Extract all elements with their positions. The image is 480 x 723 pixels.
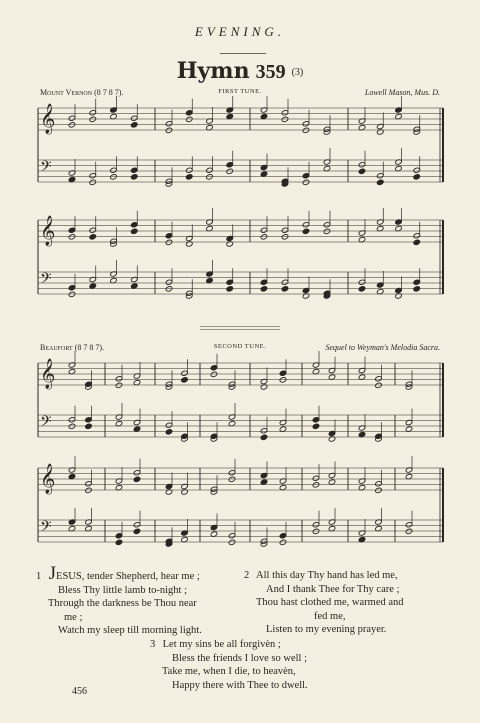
verse-line: 1 JESUS, tender Shepherd, hear me ; bbox=[36, 563, 200, 584]
note-head bbox=[130, 167, 138, 173]
note-head bbox=[312, 475, 320, 481]
tune-name: Mount Vernon (8 7 8 7). bbox=[40, 88, 124, 97]
treble-clef: 𝄞 bbox=[40, 359, 56, 389]
note-head bbox=[89, 179, 97, 185]
verse-line: me ; bbox=[64, 611, 83, 623]
note-head bbox=[375, 481, 383, 487]
section-header: EVENING. bbox=[194, 24, 286, 39]
note-head bbox=[110, 174, 118, 180]
verse-line: Thou hast clothed me, warmed and bbox=[256, 597, 404, 608]
note-head bbox=[302, 179, 310, 185]
note-head bbox=[130, 122, 138, 128]
note-head bbox=[281, 234, 289, 240]
hymn-count: (3) bbox=[291, 67, 304, 78]
note-head bbox=[376, 173, 384, 179]
note-head bbox=[260, 428, 268, 434]
note-head bbox=[281, 116, 289, 122]
note-head bbox=[226, 286, 234, 292]
tune-label: SECOND TUNE. bbox=[213, 343, 267, 350]
bass-clef: 𝄢 bbox=[40, 413, 52, 434]
note-head bbox=[358, 279, 366, 285]
page-number: 456 bbox=[72, 686, 87, 697]
note-head bbox=[279, 539, 287, 545]
drop-cap: J bbox=[48, 563, 57, 584]
verse-line: Listen to my evening prayer. bbox=[266, 624, 387, 635]
note-head bbox=[312, 522, 320, 528]
note-head bbox=[165, 239, 173, 245]
bass-clef: 𝄢 bbox=[40, 518, 52, 539]
note-head bbox=[89, 227, 97, 233]
note-head bbox=[185, 174, 193, 180]
tune-name: Beaufort (8 7 8 7). bbox=[40, 343, 104, 352]
verse-line: Take me, when I die, to heavèn, bbox=[162, 666, 296, 677]
verse-line: Bless the friends I love so well ; bbox=[172, 652, 308, 664]
note-head bbox=[279, 377, 287, 383]
note-head bbox=[323, 222, 331, 228]
note-head bbox=[165, 121, 173, 127]
verse-line: 2 All this day Thy hand has led me, bbox=[244, 570, 398, 581]
note-head bbox=[133, 476, 141, 482]
note-head bbox=[68, 291, 76, 297]
note-head bbox=[226, 168, 234, 174]
verse-1 bbox=[36, 563, 236, 638]
note-head bbox=[206, 174, 214, 180]
note-head bbox=[130, 174, 138, 180]
verse-line: Through the darkness be Thou near bbox=[48, 598, 197, 609]
note-head bbox=[413, 174, 421, 180]
note-head bbox=[85, 423, 93, 429]
note-head bbox=[165, 286, 173, 292]
treble-clef: 𝄞 bbox=[40, 104, 56, 134]
note-head bbox=[85, 417, 93, 423]
note-head bbox=[133, 470, 141, 476]
tune-composer: Lowell Mason, Mus. D. bbox=[364, 88, 440, 97]
note-head bbox=[228, 470, 236, 476]
note-head bbox=[68, 122, 76, 128]
note-head bbox=[226, 279, 234, 285]
note-head bbox=[206, 167, 214, 173]
note-head bbox=[413, 239, 421, 245]
tune-composer: Sequel to Weyman's Melodia Sacra. bbox=[325, 343, 440, 352]
note-head bbox=[281, 279, 289, 285]
verse-line: And I thank Thee for Thy care ; bbox=[266, 583, 400, 595]
tune-label: FIRST TUNE. bbox=[218, 88, 262, 95]
verse-line: Watch my sleep till morning light. bbox=[58, 625, 202, 636]
note-head bbox=[89, 234, 97, 240]
note-head bbox=[165, 127, 173, 133]
note-head bbox=[130, 222, 138, 228]
note-head bbox=[281, 110, 289, 116]
note-head bbox=[133, 528, 141, 534]
hymn-number: 359 bbox=[255, 61, 286, 83]
note-head bbox=[68, 423, 76, 429]
verse-line: fed me, bbox=[314, 610, 346, 622]
note-head bbox=[85, 481, 93, 487]
note-head bbox=[312, 423, 320, 429]
note-head bbox=[228, 539, 236, 545]
note-head bbox=[413, 279, 421, 285]
note-head bbox=[68, 285, 76, 291]
note-head bbox=[115, 533, 123, 539]
treble-clef: 𝄞 bbox=[40, 216, 56, 246]
note-head bbox=[312, 417, 320, 423]
note-head bbox=[181, 370, 189, 376]
note-head bbox=[210, 371, 218, 377]
note-head bbox=[165, 429, 173, 435]
note-head bbox=[260, 286, 268, 292]
note-head bbox=[358, 286, 366, 292]
note-head bbox=[260, 234, 268, 240]
note-head bbox=[110, 167, 118, 173]
note-head bbox=[89, 116, 97, 122]
note-head bbox=[302, 228, 310, 234]
note-head bbox=[375, 376, 383, 382]
note-head bbox=[323, 228, 331, 234]
note-head bbox=[181, 377, 189, 383]
bass-clef: 𝄢 bbox=[40, 158, 52, 179]
note-head bbox=[413, 233, 421, 239]
note-head bbox=[130, 115, 138, 121]
hymn-label: Hymn bbox=[176, 58, 250, 84]
note-head bbox=[302, 127, 310, 133]
note-head bbox=[260, 434, 268, 440]
verse-3 bbox=[150, 638, 400, 692]
note-head bbox=[413, 286, 421, 292]
note-head bbox=[115, 539, 123, 545]
note-head bbox=[375, 487, 383, 493]
note-head bbox=[185, 167, 193, 173]
note-head bbox=[226, 162, 234, 168]
note-head bbox=[260, 279, 268, 285]
note-head bbox=[185, 116, 193, 122]
note-head bbox=[302, 222, 310, 228]
note-head bbox=[185, 110, 193, 116]
note-head bbox=[130, 228, 138, 234]
note-head bbox=[85, 487, 93, 493]
note-head bbox=[68, 115, 76, 121]
note-head bbox=[358, 168, 366, 174]
note-head bbox=[89, 110, 97, 116]
verse-line: 3 Let my sins be all forgivèn ; bbox=[150, 639, 281, 650]
note-head bbox=[228, 533, 236, 539]
verse-2 bbox=[244, 569, 446, 637]
note-head bbox=[281, 286, 289, 292]
note-head bbox=[312, 482, 320, 488]
note-head bbox=[115, 376, 123, 382]
note-head bbox=[375, 382, 383, 388]
note-head bbox=[165, 233, 173, 239]
note-head bbox=[302, 121, 310, 127]
note-head bbox=[260, 227, 268, 233]
note-head bbox=[228, 476, 236, 482]
note-head bbox=[405, 522, 413, 528]
note-head bbox=[165, 279, 173, 285]
verse-line: Happy there with Thee to dwell. bbox=[172, 679, 308, 691]
note-head bbox=[405, 528, 413, 534]
note-head bbox=[358, 162, 366, 168]
bass-clef: 𝄢 bbox=[40, 270, 52, 291]
treble-clef: 𝄞 bbox=[40, 464, 56, 494]
note-head bbox=[281, 227, 289, 233]
note-head bbox=[279, 370, 287, 376]
note-head bbox=[68, 227, 76, 233]
note-head bbox=[68, 417, 76, 423]
note-head bbox=[68, 234, 76, 240]
note-head bbox=[312, 528, 320, 534]
note-head bbox=[279, 533, 287, 539]
note-head bbox=[302, 173, 310, 179]
note-head bbox=[89, 173, 97, 179]
note-head bbox=[210, 365, 218, 371]
note-head bbox=[413, 167, 421, 173]
verse-line: Bless Thy little lamb to-night ; bbox=[58, 584, 188, 596]
note-head bbox=[133, 522, 141, 528]
note-head bbox=[165, 422, 173, 428]
note-head bbox=[376, 179, 384, 185]
note-head bbox=[115, 382, 123, 388]
